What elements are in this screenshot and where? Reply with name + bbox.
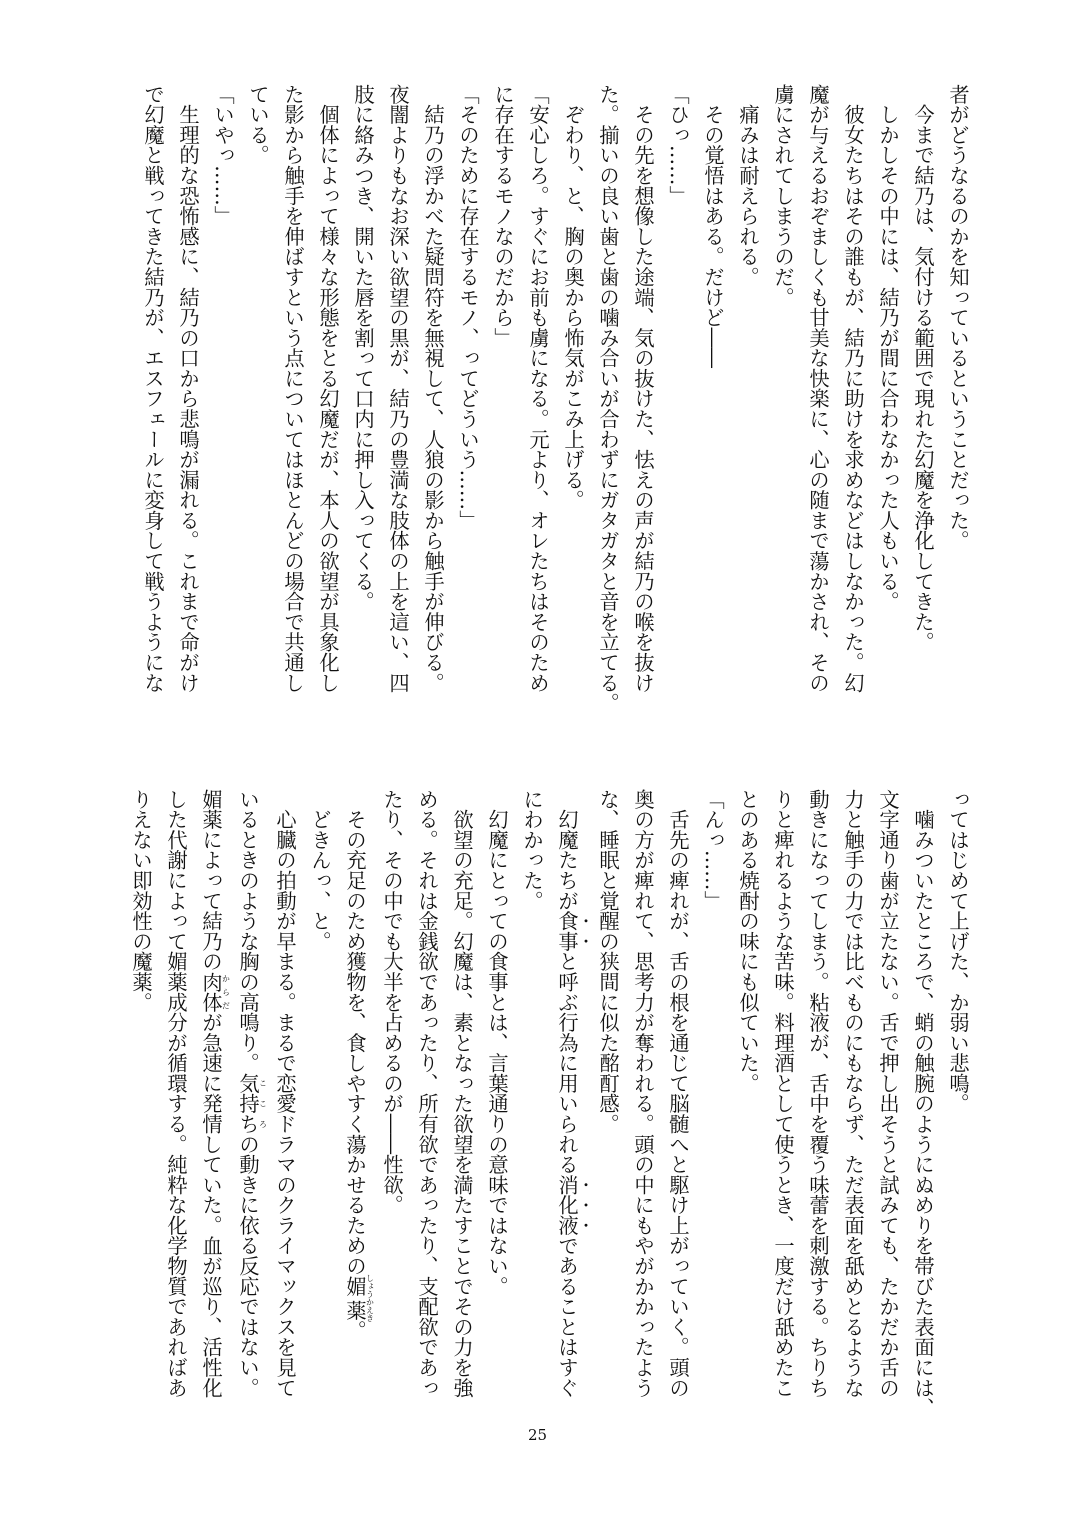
text-column: たり、その中でも大半を占めるのが――性欲。 bbox=[380, 789, 404, 1216]
text-column: 個体によって様々な形態をとる幻魔だが、本人の欲望が具象化し bbox=[316, 84, 340, 693]
page-number: 25 bbox=[527, 1426, 548, 1444]
text-segment: であることはすぐ bbox=[555, 1235, 579, 1398]
text-column: 肢に絡みつき、開いた唇を割って口内に押し入ってくる。 bbox=[351, 84, 375, 612]
text-column: ってはじめて上げた、か弱い悲鳴。 bbox=[946, 789, 970, 1114]
text-column: その先を想像した途端、気の抜けた、怯えの声が結乃の喉を抜け bbox=[631, 84, 655, 693]
text-column bbox=[193, 789, 230, 1404]
text-column: 「安心しろ。すぐにお前も虜になる。元より、オレたちはそのため bbox=[526, 84, 550, 693]
text-column: した代謝によって媚薬成分が循環する。純粋な化学物質であればあ bbox=[164, 789, 188, 1398]
text-segment: と呼ぶ行為に用いられる bbox=[555, 951, 579, 1175]
text-column: その覚悟はある。だけど―― bbox=[701, 84, 725, 369]
text-segment: 。 bbox=[343, 1320, 367, 1341]
text-column: 舌先の痺れが、舌の根を通じて脳髄へと駆け上がっていく。頭の bbox=[666, 789, 690, 1398]
ruby-word bbox=[236, 1073, 268, 1134]
text-column: 動きになってしまう。粘液が、舌中を覆う味蕾を刺激する。ちりち bbox=[806, 789, 830, 1398]
text-column: どきんっ、と。 bbox=[308, 789, 332, 952]
text-segment: その充足のため獲物を、食しやすく蕩かせるための bbox=[343, 789, 367, 1276]
text-column: 痛みは耐えられる。 bbox=[736, 84, 760, 287]
text-column: 奥の方が痺れて、思考力が奪われる。頭の中にもやがかかったよう bbox=[631, 789, 655, 1398]
ruby-reading: からだ bbox=[221, 971, 231, 1013]
text-segment: 媚薬によって結乃の bbox=[199, 789, 223, 972]
ruby-base: 肉体 bbox=[199, 971, 223, 1013]
text-column: ている。 bbox=[246, 84, 270, 166]
text-column: 彼女たちはその誰もが、結乃に助けを求めなどはしなかった。幻 bbox=[841, 84, 865, 693]
ruby-reading: こころ bbox=[258, 1073, 268, 1134]
text-column: 魔が与えるおぞましくも甘美な快楽に、心の随まで蕩かされ、その bbox=[806, 84, 830, 693]
ruby-base: 気持ち bbox=[236, 1073, 260, 1134]
text-segment: いるときのような胸の高鳴り。 bbox=[236, 789, 260, 1074]
text-column: 結乃の浮かべた疑問符を無視して、人狼の影から触手が伸びる。 bbox=[421, 84, 445, 693]
text-column: 心臓の拍動が早まる。まるで恋愛ドラマのクライマックスを見て bbox=[273, 789, 297, 1398]
text-column: 「ひっ……」 bbox=[666, 84, 690, 206]
ruby-word bbox=[199, 971, 231, 1013]
text-column: める。それは金銭欲であったり、所有欲であったり、支配欲であっ bbox=[415, 789, 439, 1398]
text-column: 今まで結乃は、気付ける範囲で現れた幻魔を浄化してきた。 bbox=[911, 84, 935, 653]
emphasized-word: 食事 bbox=[555, 910, 579, 952]
text-column: 力と触手の力では比べものにもならず、ただ表面を舐めとるような bbox=[841, 789, 865, 1398]
text-column: 「そのために存在するモノ、ってどういう……」 bbox=[456, 84, 480, 531]
text-column: な、睡眠と覚醒の狭間に似た酩酊感。 bbox=[596, 789, 620, 1134]
text-column: 者がどうなるのかを知っているということだった。 bbox=[946, 84, 970, 551]
text-column: 「いやっ……」 bbox=[211, 84, 235, 227]
text-column: 夜闇よりもなお深い欲望の黒が、結乃の豊満な肢体の上を這い、四 bbox=[386, 84, 410, 693]
text-column: に存在するモノなのだから」 bbox=[491, 84, 515, 348]
text-column: とのある焼酎の味にも似ていた。 bbox=[736, 789, 760, 1094]
text-column: 欲望の充足。幻魔は、素となった欲望を満たすことでその力を強 bbox=[450, 789, 474, 1398]
text-segment: が急速に発情していた。血が巡り、活性化 bbox=[199, 1012, 223, 1398]
text-column: 虜にされてしまうのだ。 bbox=[771, 84, 795, 308]
text-column: りと痺れるような苦味。料理酒として使うとき、一度だけ舐めたこ bbox=[771, 789, 795, 1398]
text-column: 幻魔にとっての食事とは、言葉通りの意味ではない。 bbox=[485, 789, 509, 1297]
text-column: しかしその中には、結乃が間に合わなかった人もいる。 bbox=[876, 84, 900, 612]
text-column: にわかった。 bbox=[520, 789, 544, 911]
text-column: ぞわり、と、胸の奥から怖気がこみ上げる。 bbox=[561, 84, 585, 511]
ruby-word bbox=[343, 1274, 375, 1323]
text-column: た影から触手を伸ばすという点についてはほとんどの場合で共通し bbox=[281, 84, 305, 693]
text-column bbox=[337, 789, 374, 1404]
ruby-reading: しょうかえき bbox=[365, 1274, 375, 1323]
text-column: で幻魔と戦ってきた結乃が、エスフェールに変身して戦うようにな bbox=[141, 84, 165, 693]
text-segment: 幻魔たちが bbox=[555, 789, 579, 911]
text-column: 文字通り歯が立たない。舌で押し出そうと試みても、たかだか舌の bbox=[876, 789, 900, 1398]
text-column bbox=[230, 789, 267, 1404]
lower-text-block bbox=[129, 789, 975, 1418]
text-column: た。揃いの良い歯と歯の噛み合いが合わずにガタガタと音を立てる。 bbox=[596, 84, 620, 713]
text-column: 噛みついたところで、蛸の触腕のようにぬめりを帯びた表面には、 bbox=[911, 789, 935, 1418]
text-segment: の動きに依る反応ではない。 bbox=[236, 1133, 260, 1398]
emphasized-word: 消化液 bbox=[555, 1174, 579, 1236]
text-column: 生理的な恐怖感に、結乃の口から悲鳴が漏れる。これまで命がけ bbox=[176, 84, 200, 693]
text-column bbox=[549, 789, 590, 1404]
ruby-base: 媚薬 bbox=[343, 1274, 367, 1323]
text-column: りえない即効性の魔薬。 bbox=[129, 789, 153, 1013]
upper-text-block bbox=[130, 84, 975, 713]
text-column: 「んっ……」 bbox=[701, 789, 725, 911]
